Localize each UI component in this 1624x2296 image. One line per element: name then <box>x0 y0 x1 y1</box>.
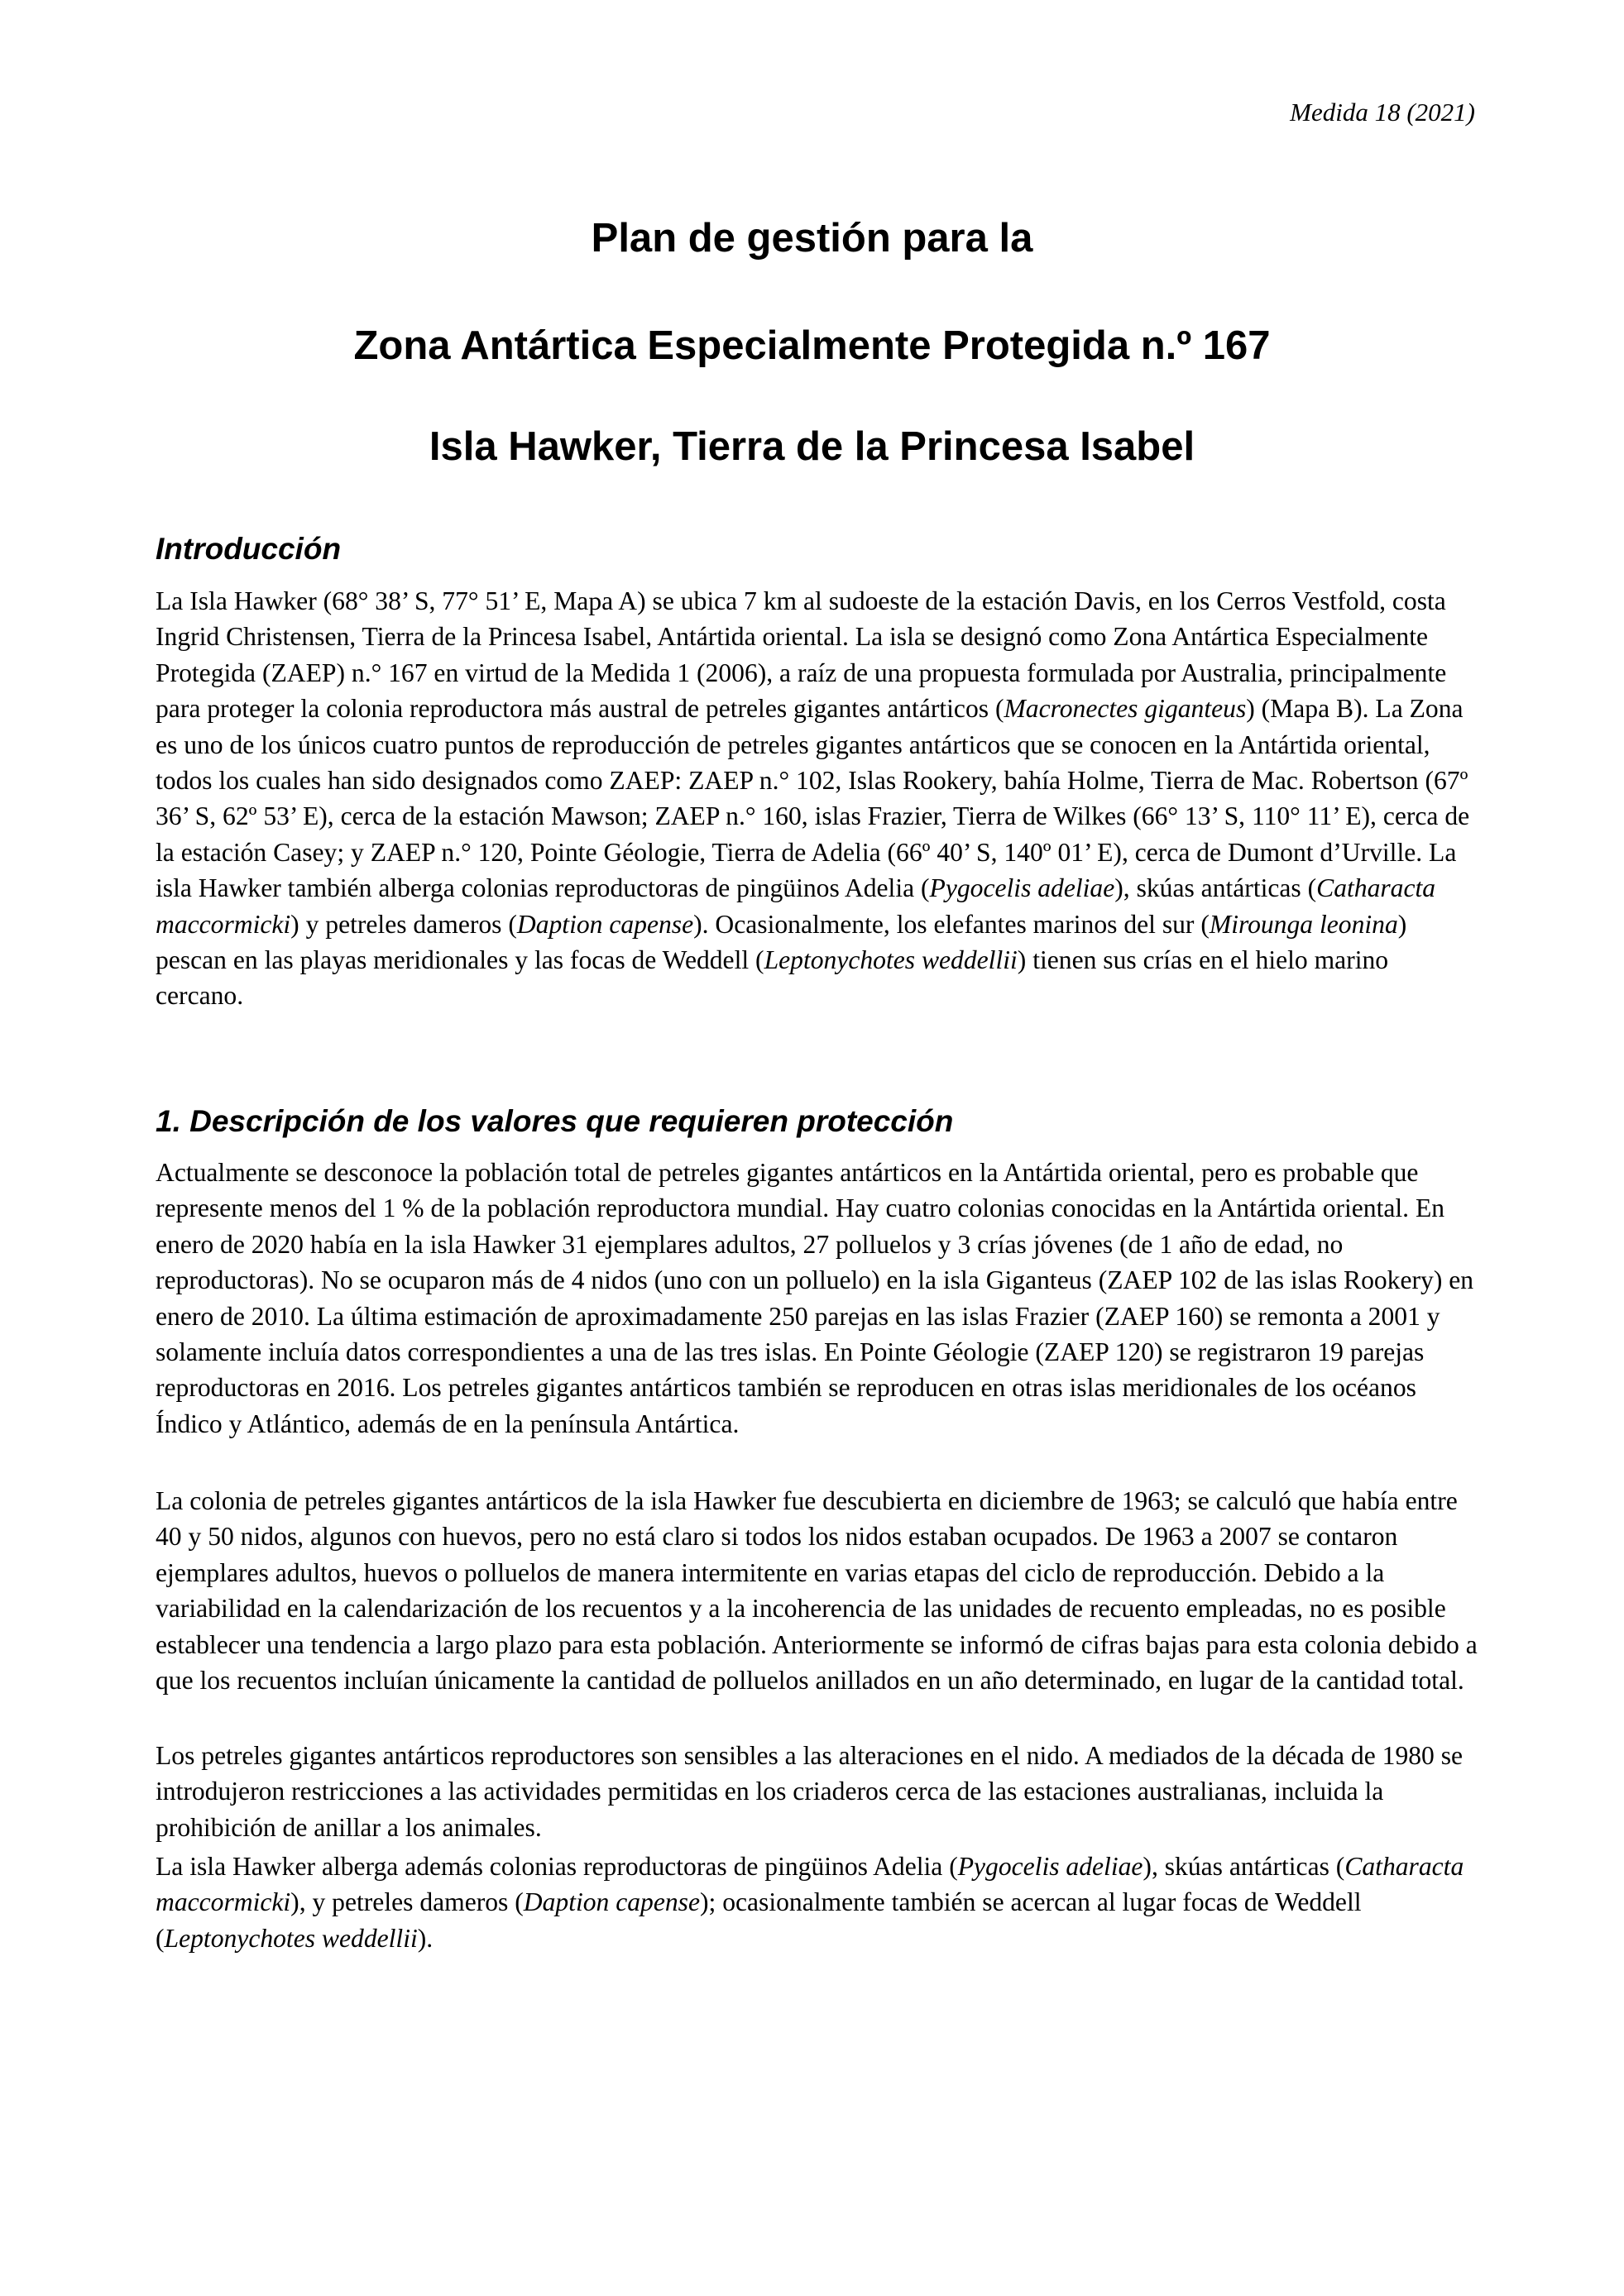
p4-text-d: ); ocasionalmente también se acercan al lugar focas de Weddell ( <box>156 1887 1362 1953</box>
species-name: Daption capense <box>523 1887 700 1917</box>
species-name: Macronectes giganteus <box>1004 694 1247 724</box>
intro-text-d: ) y petreles dameros ( <box>290 909 517 939</box>
species-name: Catharacta maccormicki <box>156 873 1436 939</box>
title-line-1: Plan de gestión para la <box>591 216 1033 261</box>
intro-text-e: ). Ocasionalmente, los elefantes marinos del sur ( <box>693 909 1210 939</box>
species-name: Leptonychotes weddellii <box>164 1923 418 1953</box>
species-name: Pygocelis adeliae <box>957 1852 1143 1881</box>
species-name: Daption capense <box>516 909 694 939</box>
section-1-heading: 1. Descripción de los valores que requieren protección <box>156 1104 954 1138</box>
intro-text-a: La Isla Hawker (68° 38’ S, 77° 51’ E, Mapa A) se ubica 7 km al sudoeste de la estación Davis, en los Cerros Vestfold, costa Ingrid Christensen, Tierra de la Princesa Isabel, Antártida oriental. La isla se designó como Zona Antártica Especialmente Protegida (ZAEP) n.° 167 en virtud de la Medida 1 (2006), a raíz de una propuesta formulada por Australia, principalmente para proteger la colonia reproductora más austral de petreles gigantes antárticos ( <box>156 586 1447 724</box>
section-1-paragraph-2: La colonia de petreles gigantes antárticos de la isla Hawker fue descubierta en diciembre de 1963; se calculó que había entre 40 y 50 nidos, algunos con huevos, pero no está claro si todos los nidos estaban ocupados. De 1963 a 2007 se contaron ejemplares adultos, huevos o polluelos de manera intermitente en varias etapas del ciclo de reproducción. Debido a la variabilidad en la calendarización de los recuentos y a la incoherencia de las unidades de recuento empleadas, no es posible establecer una tendencia a largo plazo para esta población. Anteriormente se informó de cifras bajas para esta colonia debido a que los recuentos incluían únicamente la cantidad de polluelos anillados en un año determinado, en lugar de la cantidad total. <box>156 1486 1478 1696</box>
title-line-2: Zona Antártica Especialmente Protegida n.º 167 <box>353 323 1271 368</box>
p4-text-c: ), y petreles dameros ( <box>290 1887 524 1917</box>
introduction-heading: Introducción <box>156 532 342 566</box>
intro-text-f: ) pescan en las playas meridionales y las focas de Weddell ( <box>156 909 1407 975</box>
species-name: Catharacta maccormicki <box>156 1852 1464 1917</box>
species-name: Leptonychotes weddellii <box>764 945 1018 975</box>
section-1-paragraph-1: Actualmente se desconoce la población total de petreles gigantes antárticos en la Antártida oriental, pero es probable que represente menos del 1 % de la población reproductora mundial. Hay cuatro colonias conocidas en la Antártida oriental. En enero de 2020 había en la isla Hawker 31 ejemplares adultos, 27 polluelos y 3 crías jóvenes (de 1 año de edad, no reproductoras). No se ocuparon más de 4 nidos (uno con un polluelo) en la isla Giganteus (ZAEP 102 de las islas Rookery) en enero de 2010. La última estimación de aproximadamente 250 parejas en las islas Frazier (ZAEP 160) se remonta a 2001 y solamente incluía datos correspondientes a una de las tres islas. En Pointe Géologie (ZAEP 120) se registraron 19 parejas reproductoras en 2016. Los petreles gigantes antárticos también se reproducen en otras islas meridionales de los océanos Índico y Atlántico, además de en la península Antártica. <box>156 1158 1474 1438</box>
p4-text-b: ), skúas antárticas ( <box>1143 1852 1345 1881</box>
species-name: Mirounga leonina <box>1209 909 1398 939</box>
section-1-paragraph-3: Los petreles gigantes antárticos reproductores son sensibles a las alteraciones en el nido. A mediados de la década de 1980 se introdujeron restricciones a las actividades permitidas en los criaderos cerca de las estaciones australianas, incluida la prohibición de anillar a los animales. <box>156 1741 1464 1842</box>
p4-text-e: ). <box>417 1923 434 1953</box>
intro-text-c: ), skúas antárticas ( <box>1114 873 1317 903</box>
p4-text-a: La isla Hawker alberga además colonias reproductoras de pingüinos Adelia ( <box>156 1852 958 1881</box>
title-line-3: Isla Hawker, Tierra de la Princesa Isabel <box>429 424 1195 469</box>
section-1-paragraph-4 <box>156 1849 1479 1956</box>
measure-reference: Medida 18 (2021) <box>1290 98 1475 127</box>
species-name: Pygocelis adeliae <box>929 873 1115 903</box>
intro-text-b: ) (Mapa B). La Zona es uno de los únicos cuatro puntos de reproducción de petreles gigantes antárticos que se conocen en la Antártida oriental, todos los cuales han sido designados como ZAEP: ZAEP n.° 102, Islas Rookery, bahía Holme, Tierra de Mac. Robertson (67º 36’ S, 62º 53’ E), cerca de la estación Mawson; ZAEP n.° 160, islas Frazier, Tierra de Wilkes (66° 13’ S, 110° 11’ E), cerca de la estación Casey; y ZAEP n.° 120, Pointe Géologie, Tierra de Adelia (66º 40’ S, 140º 01’ E), cerca de Dumont d’Urville. La isla Hawker también alberga colonias reproductoras de pingüinos Adelia ( <box>156 694 1470 903</box>
introduction-paragraph <box>156 583 1479 1014</box>
intro-text-g: ) tienen sus crías en el hielo marino cercano. <box>156 945 1389 1011</box>
